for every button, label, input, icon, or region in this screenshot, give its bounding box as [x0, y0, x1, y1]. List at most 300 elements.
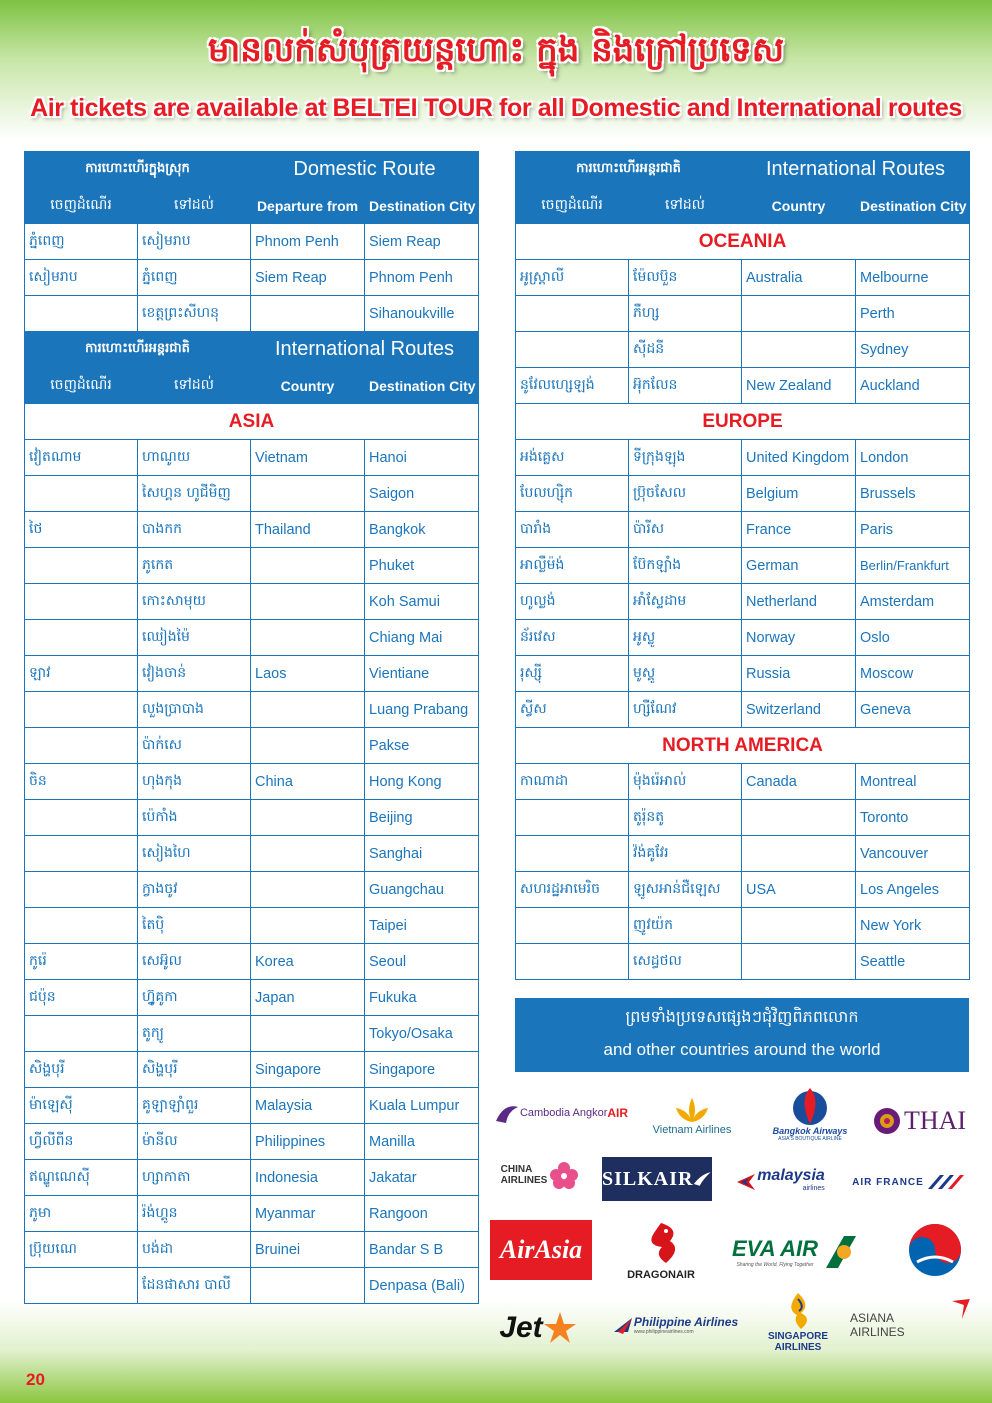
country-cell: [742, 296, 856, 332]
departure-km-cell: ស្វីស: [516, 692, 629, 728]
arrival-km-cell: ប្រ៊ុចសែល: [629, 476, 742, 512]
country-cell: Indonesia: [251, 1160, 365, 1196]
cambodia-angkor-air-logo: [492, 1098, 630, 1128]
china-airlines-text-2: AIRLINES: [500, 1175, 548, 1186]
country-cell: Singapore: [251, 1052, 365, 1088]
vietnam-airlines-text: Vietnam Airlines: [652, 1124, 732, 1136]
route-row: [25, 1160, 479, 1196]
route-row: [25, 512, 479, 548]
arrival-km-cell: ប៉ារីស: [629, 512, 742, 548]
route-row: [516, 296, 970, 332]
international-title-khmer: ការហោះហើរអន្តរជាតិ: [25, 332, 251, 368]
international-column-header-row: [25, 368, 479, 404]
departure-km-cell: បារាំង: [516, 512, 629, 548]
country-cell: Netherland: [742, 584, 856, 620]
country-cell: Siem Reap: [251, 260, 365, 296]
domestic-header-row: [25, 152, 479, 188]
destination-city-cell: Seattle: [856, 944, 970, 980]
country-cell: Korea: [251, 944, 365, 980]
country-cell: [251, 728, 365, 764]
route-row: [516, 440, 970, 476]
arrival-km-cell: គូឡាឡាំពួរ: [138, 1088, 251, 1124]
destination-city-cell: Amsterdam: [856, 584, 970, 620]
route-row: [516, 260, 970, 296]
international-title-english: International Routes: [251, 332, 479, 368]
route-row: [25, 656, 479, 692]
route-row: [25, 836, 479, 872]
departure-km-cell: [516, 908, 629, 944]
page-title-khmer: មានលក់សំបុត្រយន្តហោះ ក្នុង និងក្រៅប្រទេស: [207, 30, 785, 70]
departure-km-cell: សៀមរាប: [25, 260, 138, 296]
arrival-km-cell: សិង្ហបុរី: [138, 1052, 251, 1088]
route-row: [25, 1232, 479, 1268]
cambodia-angkor-bird-icon: [494, 1101, 520, 1125]
destination-city-cell: Pakse: [365, 728, 479, 764]
arrival-km-cell: សេអ៊ូល: [138, 944, 251, 980]
domestic-and-asia-routes-table: [24, 151, 479, 1304]
region-row-oceania: [516, 224, 970, 260]
arrival-km-cell: ញូវយ៉ក: [629, 908, 742, 944]
route-row: [25, 1268, 479, 1304]
arrival-km-cell: បង់ដា: [138, 1232, 251, 1268]
destination-city-cell: Kuala Lumpur: [365, 1088, 479, 1124]
destination-city-cell: Toronto: [856, 800, 970, 836]
destination-city-cell: Oslo: [856, 620, 970, 656]
eva-air-logo: [716, 1228, 874, 1276]
arrival-km-cell: អាំស្ទែដាម: [629, 584, 742, 620]
arrival-km-cell: វៀងចាន់: [138, 656, 251, 692]
departure-km-cell: [516, 332, 629, 368]
destination-city-cell: Saigon: [365, 476, 479, 512]
silkair-bird-icon: [693, 1169, 712, 1189]
country-cell: France: [742, 512, 856, 548]
column-header-destination-city: Destination City: [365, 188, 479, 224]
destination-city-cell: Taipei: [365, 908, 479, 944]
destination-city-cell: Paris: [856, 512, 970, 548]
arrival-km-cell: វ៉ង់គូវែរ: [629, 836, 742, 872]
country-cell: Thailand: [251, 512, 365, 548]
international-column-header-row: [516, 188, 970, 224]
departure-km-cell: [25, 620, 138, 656]
departure-km-cell: សហរដ្ឋអាមេរិច: [516, 872, 629, 908]
destination-city-cell: Phuket: [365, 548, 479, 584]
country-cell: [742, 836, 856, 872]
page-title-english: Air tickets are available at BELTEI TOUR for all Domestic and International routes: [30, 94, 962, 122]
column-header-departure-km: ចេញដំណើរ: [25, 368, 138, 404]
lotus-icon: [672, 1096, 712, 1124]
country-cell: Norway: [742, 620, 856, 656]
philippine-airlines-url: www.philippineairlines.com: [633, 1329, 694, 1335]
korean-air-logo: [904, 1220, 966, 1280]
destination-city-cell: Hong Kong: [365, 764, 479, 800]
departure-km-cell: [25, 692, 138, 728]
arrival-km-cell: មូស្គូ: [629, 656, 742, 692]
departure-km-cell: ប្រ៊ុយណេ: [25, 1232, 138, 1268]
departure-km-cell: [25, 584, 138, 620]
column-header-destination-city: Destination City: [365, 368, 479, 404]
departure-km-cell: [25, 908, 138, 944]
region-label: OCEANIA: [516, 224, 970, 260]
route-row: [516, 944, 970, 980]
destination-city-cell: Manilla: [365, 1124, 479, 1160]
other-countries-khmer: ព្រមទាំងប្រទេសផ្សេងៗជុំវិញពិភពលោក: [625, 1007, 859, 1026]
international-title-khmer: ការហោះហើរអន្តរជាតិ: [516, 152, 742, 188]
country-cell: Belgium: [742, 476, 856, 512]
air-france-logo: [844, 1172, 972, 1192]
route-row: [516, 548, 970, 584]
departure-km-cell: [516, 800, 629, 836]
destination-city-cell: Berlin/Frankfurt: [856, 548, 970, 584]
column-header-arrival-km: ទៅដល់: [629, 188, 742, 224]
silkair-logo: [602, 1157, 712, 1201]
departure-km-cell: [516, 944, 629, 980]
destination-city-cell: Vancouver: [856, 836, 970, 872]
arrival-km-cell: អូស្លូ: [629, 620, 742, 656]
destination-city-cell: Singapore: [365, 1052, 479, 1088]
departure-km-cell: អូស្ត្រាលី: [516, 260, 629, 296]
route-row: [516, 908, 970, 944]
destination-city-cell: Guangchau: [365, 872, 479, 908]
arrival-km-cell: ខេត្តព្រះសីហនុ: [138, 296, 251, 332]
destination-city-cell: Koh Samui: [365, 584, 479, 620]
bangkok-airways-tagline: ASIA'S BOUTIQUE AIRLINE: [778, 1136, 842, 1142]
destination-city-cell: New York: [856, 908, 970, 944]
china-airlines-text-1: CHINA: [500, 1164, 533, 1175]
country-cell: China: [251, 764, 365, 800]
country-cell: [251, 1268, 365, 1304]
malaysia-text: malaysia: [757, 1167, 825, 1184]
philippine-airlines-emblem-icon: [612, 1314, 634, 1336]
arrival-km-cell: ម៉ានីល: [138, 1124, 251, 1160]
dragon-icon: [636, 1219, 686, 1269]
singapore-airlines-logo: [762, 1288, 834, 1356]
country-cell: USA: [742, 872, 856, 908]
route-row: [25, 260, 479, 296]
departure-km-cell: វៀតណាម: [25, 440, 138, 476]
country-cell: Canada: [742, 764, 856, 800]
arrival-km-cell: ហាណូយ: [138, 440, 251, 476]
arrival-km-cell: កោះសាមុយ: [138, 584, 251, 620]
route-row: [516, 476, 970, 512]
destination-city-cell: Vientiane: [365, 656, 479, 692]
region-row-asia: [25, 404, 479, 440]
departure-km-cell: [25, 872, 138, 908]
route-row: [25, 908, 479, 944]
philippine-airlines-text: Philippine Airlines: [633, 1315, 739, 1329]
eva-air-text: EVA AIR: [732, 1236, 818, 1261]
country-cell: [251, 836, 365, 872]
bangkok-airways-logo: [772, 1078, 848, 1148]
country-cell: Laos: [251, 656, 365, 692]
page-number: 20: [26, 1370, 45, 1389]
jetstar-star-icon: [543, 1311, 577, 1345]
destination-city-cell: Sihanoukville: [365, 296, 479, 332]
country-cell: German: [742, 548, 856, 584]
route-row: [25, 1124, 479, 1160]
destination-city-cell: Perth: [856, 296, 970, 332]
country-cell: [251, 800, 365, 836]
destination-city-cell: Seoul: [365, 944, 479, 980]
departure-km-cell: បែលហ្ស៊ិក: [516, 476, 629, 512]
arrival-km-cell: ភឺហ្ស: [629, 296, 742, 332]
eva-air-emblem-icon: [818, 1232, 858, 1272]
thai-airways-logo: [868, 1102, 970, 1140]
route-row: [516, 872, 970, 908]
asiana-airlines-text: ASIANA AIRLINES: [850, 1311, 905, 1339]
region-label: NORTH AMERICA: [516, 728, 970, 764]
country-cell: [251, 548, 365, 584]
route-row: [25, 1052, 479, 1088]
departure-km-cell: កូរ៉េ: [25, 944, 138, 980]
departure-km-cell: សិង្ហបុរី: [25, 1052, 138, 1088]
malaysia-airlines-subtext: airlines: [802, 1185, 825, 1192]
destination-city-cell: Beijing: [365, 800, 479, 836]
arrival-km-cell: អ៊ុកលែន: [629, 368, 742, 404]
route-row: [25, 296, 479, 332]
jetstar-text: Jet: [499, 1311, 543, 1344]
arrival-km-cell: ហ្សាកាតា: [138, 1160, 251, 1196]
route-row: [516, 800, 970, 836]
departure-km-cell: ថៃ: [25, 512, 138, 548]
column-header-destination-city: Destination City: [856, 188, 970, 224]
asiana-airlines-logo: [850, 1296, 972, 1339]
arrival-km-cell: ភ្នំពេញ: [138, 260, 251, 296]
arrival-km-cell: ប៉េកាំង: [138, 800, 251, 836]
domestic-title-english: Domestic Route: [251, 152, 479, 188]
departure-km-cell: កាណាដា: [516, 764, 629, 800]
korean-air-taegeuk-icon: [907, 1222, 963, 1278]
country-cell: Myanmar: [251, 1196, 365, 1232]
arrival-km-cell: សេដ្ធថល: [629, 944, 742, 980]
departure-km-cell: [25, 800, 138, 836]
route-row: [516, 656, 970, 692]
route-row: [25, 980, 479, 1016]
international-routes-table: [515, 151, 970, 980]
country-cell: [251, 296, 365, 332]
country-cell: [742, 908, 856, 944]
destination-city-cell: Fukuka: [365, 980, 479, 1016]
arrival-km-cell: ហុងកុង: [138, 764, 251, 800]
route-row: [25, 548, 479, 584]
arrival-km-cell: ម៉ុងរ៉េអាល់: [629, 764, 742, 800]
singapore-bird-icon: [779, 1291, 817, 1331]
destination-city-cell: Sanghai: [365, 836, 479, 872]
route-row: [516, 584, 970, 620]
destination-city-cell: Geneva: [856, 692, 970, 728]
departure-km-cell: ភូមា: [25, 1196, 138, 1232]
country-cell: Australia: [742, 260, 856, 296]
column-header-departure-km: ចេញដំណើរ: [25, 188, 138, 224]
airasia-logo: [490, 1220, 592, 1280]
arrival-km-cell: ឈៀងម៉ៃ: [138, 620, 251, 656]
arrival-km-cell: តូរ៉ុនតូ: [629, 800, 742, 836]
destination-city-cell: Melbourne: [856, 260, 970, 296]
arrival-km-cell: សៀងហៃ: [138, 836, 251, 872]
country-cell: Malaysia: [251, 1088, 365, 1124]
arrival-km-cell: រ៉ង់ហ្គូន: [138, 1196, 251, 1232]
country-cell: [251, 1016, 365, 1052]
other-countries-english: and other countries around the world: [603, 1040, 881, 1059]
asiana-wing-icon: [950, 1297, 972, 1321]
departure-km-cell: [25, 476, 138, 512]
destination-city-cell: Chiang Mai: [365, 620, 479, 656]
route-row: [25, 800, 479, 836]
region-label: ASIA: [25, 404, 479, 440]
departure-km-cell: ឥណ្ឌូណេស៊ី: [25, 1160, 138, 1196]
route-row: [25, 1196, 479, 1232]
bangkok-airways-text: Bangkok Airways: [772, 1126, 848, 1136]
arrival-km-cell: លួងប្រាបាង: [138, 692, 251, 728]
china-airlines-logo: [492, 1158, 590, 1192]
cambodia-angkor-air-text: AIR: [607, 1106, 629, 1120]
destination-city-cell: Brussels: [856, 476, 970, 512]
thai-orchid-icon: [872, 1106, 902, 1136]
destination-city-cell: London: [856, 440, 970, 476]
malaysia-kite-icon: [735, 1172, 757, 1192]
country-cell: [742, 944, 856, 980]
departure-km-cell: អាល្លឺម៉ង់: [516, 548, 629, 584]
route-row: [516, 764, 970, 800]
country-cell: Switzerland: [742, 692, 856, 728]
vietnam-airlines-logo: [640, 1090, 744, 1142]
route-row: [516, 512, 970, 548]
region-row-europe: [516, 404, 970, 440]
arrival-km-cell: ឡូសអាន់ជឺឡេស: [629, 872, 742, 908]
column-header-departure-km: ចេញដំណើរ: [516, 188, 629, 224]
arrival-km-cell: តៃប៉ិ: [138, 908, 251, 944]
departure-km-cell: នូវែលហ្សេឡង់: [516, 368, 629, 404]
column-header-arrival-km: ទៅដល់: [138, 368, 251, 404]
air-france-text: AIR FRANCE: [852, 1176, 924, 1188]
airasia-text: AirAsia: [499, 1235, 583, 1264]
arrival-km-cell: ទីក្រុងឡុង: [629, 440, 742, 476]
cambodia-angkor-text: Cambodia Angkor: [519, 1107, 608, 1119]
destination-city-cell: Siem Reap: [365, 224, 479, 260]
international-header-row: [25, 332, 479, 368]
arrival-km-cell: ស៊ីដនី: [629, 332, 742, 368]
departure-km-cell: [25, 836, 138, 872]
country-cell: [251, 620, 365, 656]
departure-km-cell: ហូល្លង់: [516, 584, 629, 620]
destination-city-cell: Auckland: [856, 368, 970, 404]
destination-city-cell: Tokyo/Osaka: [365, 1016, 479, 1052]
destination-city-cell: Luang Prabang: [365, 692, 479, 728]
destination-city-cell: Denpasa (Bali): [365, 1268, 479, 1304]
arrival-km-cell: ប៊ែកឡាំង: [629, 548, 742, 584]
country-cell: [742, 332, 856, 368]
route-row: [25, 764, 479, 800]
malaysia-airlines-logo: [724, 1168, 836, 1196]
destination-city-cell: Sydney: [856, 332, 970, 368]
destination-city-cell: Bandar S B: [365, 1232, 479, 1268]
arrival-km-cell: ហ្វ៊ូគូកា: [138, 980, 251, 1016]
other-countries-banner: [515, 998, 969, 1072]
column-header-country: Country: [742, 188, 856, 224]
arrival-km-cell: សៀមរាប: [138, 224, 251, 260]
route-row: [25, 440, 479, 476]
route-row: [25, 692, 479, 728]
arrival-km-cell: ហ្សឺណែវ: [629, 692, 742, 728]
departure-km-cell: [516, 836, 629, 872]
column-header-arrival-km: ទៅដល់: [138, 188, 251, 224]
route-row: [516, 836, 970, 872]
jetstar-logo: [488, 1308, 588, 1348]
departure-km-cell: រុស្ស៊ី: [516, 656, 629, 692]
destination-city-cell: Montreal: [856, 764, 970, 800]
departure-km-cell: អង់គ្លេស: [516, 440, 629, 476]
destination-city-cell: Jakatar: [365, 1160, 479, 1196]
country-cell: [251, 476, 365, 512]
domestic-title-khmer: ការហោះហើរក្នុងស្រុក: [25, 152, 251, 188]
departure-km-cell: ជប៉ុន: [25, 980, 138, 1016]
country-cell: Bruinei: [251, 1232, 365, 1268]
departure-km-cell: [25, 296, 138, 332]
destination-city-cell: Rangoon: [365, 1196, 479, 1232]
departure-km-cell: [516, 296, 629, 332]
departure-km-cell: ភ្នំពេញ: [25, 224, 138, 260]
route-row: [516, 620, 970, 656]
destination-city-cell: Los Angeles: [856, 872, 970, 908]
country-cell: Japan: [251, 980, 365, 1016]
destination-city-cell: Moscow: [856, 656, 970, 692]
dragonair-text: DRAGONAIR: [627, 1269, 695, 1281]
philippine-airlines-logo: [606, 1306, 744, 1344]
bangkok-airways-emblem-icon: [785, 1084, 835, 1126]
departure-km-cell: [25, 728, 138, 764]
eva-air-tagline: Sharing the World, Flying Together: [736, 1262, 814, 1268]
singapore-airlines-text-2: AIRLINES: [774, 1342, 822, 1353]
international-header-row: [516, 152, 970, 188]
departure-km-cell: ហ្វីលីពីន: [25, 1124, 138, 1160]
country-cell: [251, 692, 365, 728]
route-row: [25, 728, 479, 764]
arrival-km-cell: ដែនផាសារ បាលី: [138, 1268, 251, 1304]
region-label: EUROPE: [516, 404, 970, 440]
departure-km-cell: ចិន: [25, 764, 138, 800]
country-cell: Vietnam: [251, 440, 365, 476]
country-cell: United Kingdom: [742, 440, 856, 476]
departure-km-cell: [25, 1016, 138, 1052]
region-row-north-america: [516, 728, 970, 764]
route-row: [25, 620, 479, 656]
country-cell: Philippines: [251, 1124, 365, 1160]
country-cell: [251, 872, 365, 908]
country-cell: [742, 800, 856, 836]
country-cell: Russia: [742, 656, 856, 692]
country-cell: Phnom Penh: [251, 224, 365, 260]
route-row: [25, 944, 479, 980]
route-row: [25, 872, 479, 908]
column-header-departure-from: Departure from: [251, 188, 365, 224]
country-cell: [251, 584, 365, 620]
arrival-km-cell: ក្វាងចូវ: [138, 872, 251, 908]
country-cell: [251, 908, 365, 944]
arrival-km-cell: បាងកក: [138, 512, 251, 548]
singapore-airlines-text-1: SINGAPORE: [767, 1331, 828, 1342]
plum-blossom-icon: [547, 1160, 581, 1190]
route-row: [25, 1088, 479, 1124]
route-row: [25, 1016, 479, 1052]
country-cell: New Zealand: [742, 368, 856, 404]
destination-city-cell: Phnom Penh: [365, 260, 479, 296]
destination-city-cell: Hanoi: [365, 440, 479, 476]
route-row: [25, 224, 479, 260]
silkair-text: SILKAIR: [602, 1167, 694, 1190]
domestic-column-header-row: [25, 188, 479, 224]
departure-km-cell: [25, 548, 138, 584]
route-row: [516, 692, 970, 728]
arrival-km-cell: តូក្យូ: [138, 1016, 251, 1052]
